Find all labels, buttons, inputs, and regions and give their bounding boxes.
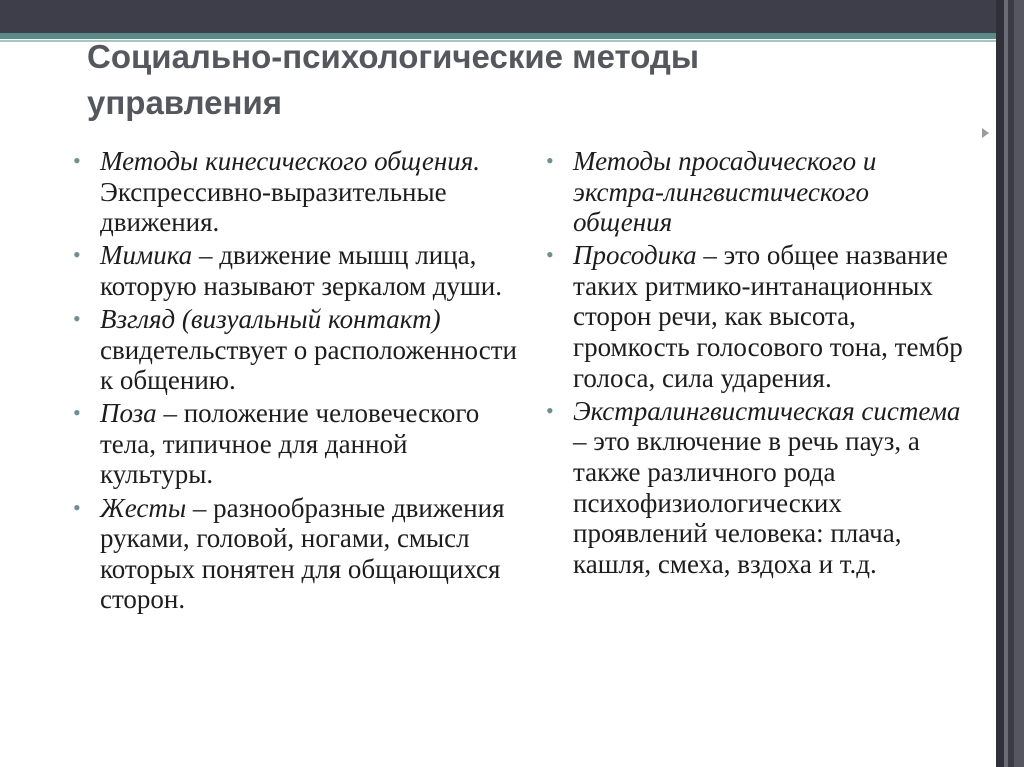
right-edge-bar (996, 0, 1004, 767)
list-item (546, 395, 973, 580)
list-item (73, 240, 520, 301)
triangle-marker-icon (982, 128, 989, 138)
top-band (0, 0, 1024, 33)
left-column-list (73, 146, 520, 617)
list-item (73, 492, 520, 615)
bullet-icon: • (546, 397, 554, 423)
list-item-text: – это общее название таких ритмико-интанационных сторон речи, как высота, громкость голосового тона, тембр голоса, сила ударения. (573, 240, 963, 393)
list-item-term: Просодика (573, 240, 697, 271)
list-item-text: свидетельствует о расположенности к общению. (100, 334, 517, 396)
bullet-icon: • (73, 305, 81, 331)
list-item-term: Методы просадического и экстра-лингвистического общения (573, 146, 877, 238)
list-item (546, 240, 973, 393)
list-item-text: – движение мышц лица, которую называют зеркалом души. (100, 240, 502, 301)
bullet-icon: • (73, 494, 81, 520)
bullet-icon: • (546, 242, 554, 268)
list-item (73, 398, 520, 490)
list-item-text: Экспрессивно-выразительные движения. (100, 176, 447, 238)
list-item-term: Жесты (100, 492, 187, 523)
list-item-term: Экстралингвистическая система (573, 395, 961, 426)
list-item-text: – это включение в речь пауз, а также различного рода психофизиологических проявлений человека: плача, кашля, смеха, вздоха и т.д. (573, 426, 920, 579)
list-item (73, 303, 520, 396)
list-item-term: Поза (100, 398, 157, 429)
slide-title: Социально-психологические методы управления (87, 38, 700, 121)
bullet-icon: • (546, 148, 554, 173)
list-item-term: Мимика (100, 240, 193, 271)
right-column-list (546, 146, 973, 582)
list-item (73, 146, 520, 238)
bullet-icon: • (73, 148, 81, 173)
list-item-term: Методы кинесического общения. (100, 146, 481, 176)
list-item (546, 146, 973, 238)
list-item-text: – положение человеческого тела, типичное для данной культуры. (100, 398, 480, 490)
bullet-icon: • (73, 400, 81, 426)
list-item-term: Взгляд (визуальный контакт) (100, 303, 441, 334)
right-edge-bar (1014, 0, 1024, 767)
list-item-text: – разнообразные движения руками, головой, ногами, смысл которых понятен для общающихся сторон. (100, 492, 505, 615)
bullet-icon: • (73, 242, 81, 268)
